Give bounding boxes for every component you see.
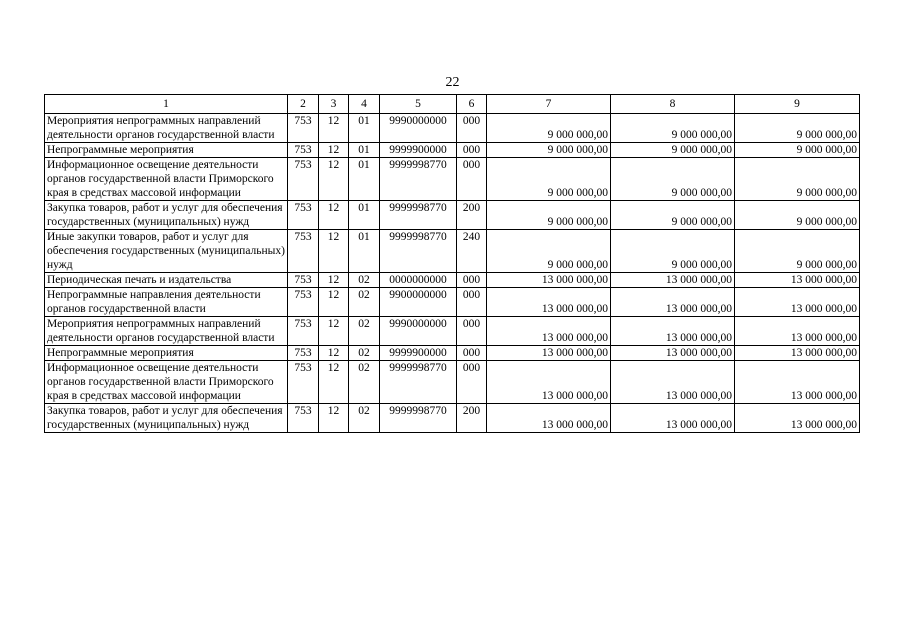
row-amount-cell: 13 000 000,00 — [611, 346, 735, 361]
row-expense-type-cell: 000 — [457, 158, 487, 201]
row-section-cell: 12 — [319, 201, 349, 230]
row-expense-type-cell: 000 — [457, 114, 487, 143]
row-code-cell: 753 — [288, 158, 319, 201]
row-code-cell: 753 — [288, 361, 319, 404]
row-expense-type-cell: 000 — [457, 288, 487, 317]
row-expense-type-cell: 000 — [457, 361, 487, 404]
row-target-article-cell: 9999900000 — [380, 346, 457, 361]
row-section-cell: 12 — [319, 361, 349, 404]
row-amount-cell: 13 000 000,00 — [611, 288, 735, 317]
row-expense-type-cell: 240 — [457, 230, 487, 273]
row-code-cell: 753 — [288, 114, 319, 143]
column-header: 1 — [45, 95, 288, 114]
row-section-cell: 12 — [319, 158, 349, 201]
column-header: 7 — [487, 95, 611, 114]
row-amount-cell: 13 000 000,00 — [735, 288, 860, 317]
table-row — [45, 230, 860, 273]
row-subsection-cell: 01 — [349, 114, 380, 143]
row-amount-cell: 13 000 000,00 — [487, 317, 611, 346]
page-number: 22 — [445, 75, 460, 90]
column-header: 3 — [319, 95, 349, 114]
row-name-cell: Мероприятия непрограммных направлений деятельности органов государственной власти — [45, 317, 288, 346]
table-row — [45, 317, 860, 346]
row-code-cell: 753 — [288, 404, 319, 433]
row-amount-cell: 9 000 000,00 — [735, 143, 860, 158]
row-amount-cell: 9 000 000,00 — [611, 114, 735, 143]
row-name-cell: Непрограммные направления деятельности органов государственной власти — [45, 288, 288, 317]
row-subsection-cell: 01 — [349, 158, 380, 201]
row-code-cell: 753 — [288, 230, 319, 273]
table-row — [45, 158, 860, 201]
row-target-article-cell: 9999998770 — [380, 201, 457, 230]
row-amount-cell: 9 000 000,00 — [611, 201, 735, 230]
table-row — [45, 114, 860, 143]
row-name-cell: Периодическая печать и издательства — [45, 273, 288, 288]
column-header: 4 — [349, 95, 380, 114]
table-body — [45, 114, 860, 433]
row-name-cell: Непрограммные мероприятия — [45, 346, 288, 361]
row-amount-cell: 13 000 000,00 — [487, 273, 611, 288]
row-target-article-cell: 9999900000 — [380, 143, 457, 158]
row-subsection-cell: 01 — [349, 230, 380, 273]
row-code-cell: 753 — [288, 143, 319, 158]
row-section-cell: 12 — [319, 143, 349, 158]
row-section-cell: 12 — [319, 404, 349, 433]
row-amount-cell: 13 000 000,00 — [735, 361, 860, 404]
row-name-cell: Закупка товаров, работ и услуг для обеспечения государственных (муниципальных) нужд — [45, 201, 288, 230]
column-header: 2 — [288, 95, 319, 114]
row-section-cell: 12 — [319, 317, 349, 346]
row-expense-type-cell: 000 — [457, 273, 487, 288]
row-amount-cell: 13 000 000,00 — [487, 404, 611, 433]
row-name-cell: Иные закупки товаров, работ и услуг для обеспечения государственных (муниципальных) нужд — [45, 230, 288, 273]
table-row — [45, 346, 860, 361]
row-amount-cell: 13 000 000,00 — [735, 273, 860, 288]
row-target-article-cell: 9900000000 — [380, 288, 457, 317]
row-name-cell: Закупка товаров, работ и услуг для обеспечения государственных (муниципальных) нужд — [45, 404, 288, 433]
row-target-article-cell: 9990000000 — [380, 317, 457, 346]
column-header: 9 — [735, 95, 860, 114]
row-code-cell: 753 — [288, 201, 319, 230]
row-subsection-cell: 01 — [349, 201, 380, 230]
row-subsection-cell: 02 — [349, 288, 380, 317]
row-amount-cell: 13 000 000,00 — [611, 273, 735, 288]
row-amount-cell: 13 000 000,00 — [487, 361, 611, 404]
row-section-cell: 12 — [319, 346, 349, 361]
row-target-article-cell: 0000000000 — [380, 273, 457, 288]
row-amount-cell: 13 000 000,00 — [735, 346, 860, 361]
row-expense-type-cell: 000 — [457, 317, 487, 346]
row-amount-cell: 9 000 000,00 — [735, 230, 860, 273]
row-expense-type-cell: 200 — [457, 201, 487, 230]
table-row — [45, 273, 860, 288]
table-row — [45, 288, 860, 317]
row-name-cell: Информационное освещение деятельности органов государственной власти Приморского края в средствах массовой информации — [45, 158, 288, 201]
row-amount-cell: 13 000 000,00 — [735, 317, 860, 346]
row-amount-cell: 13 000 000,00 — [611, 404, 735, 433]
header-row — [45, 95, 860, 114]
row-amount-cell: 13 000 000,00 — [611, 361, 735, 404]
row-expense-type-cell: 000 — [457, 143, 487, 158]
column-header: 6 — [457, 95, 487, 114]
row-amount-cell: 9 000 000,00 — [487, 143, 611, 158]
row-amount-cell: 13 000 000,00 — [611, 317, 735, 346]
row-amount-cell: 13 000 000,00 — [487, 288, 611, 317]
row-amount-cell: 9 000 000,00 — [611, 158, 735, 201]
row-amount-cell: 9 000 000,00 — [487, 230, 611, 273]
row-target-article-cell: 9999998770 — [380, 158, 457, 201]
row-expense-type-cell: 000 — [457, 346, 487, 361]
column-header: 8 — [611, 95, 735, 114]
table-row — [45, 361, 860, 404]
row-amount-cell: 9 000 000,00 — [735, 158, 860, 201]
row-amount-cell: 9 000 000,00 — [487, 201, 611, 230]
row-amount-cell: 13 000 000,00 — [487, 346, 611, 361]
table-row — [45, 404, 860, 433]
row-code-cell: 753 — [288, 317, 319, 346]
row-subsection-cell: 02 — [349, 361, 380, 404]
row-amount-cell: 9 000 000,00 — [735, 201, 860, 230]
row-amount-cell: 9 000 000,00 — [611, 230, 735, 273]
row-name-cell: Мероприятия непрограммных направлений деятельности органов государственной власти — [45, 114, 288, 143]
row-section-cell: 12 — [319, 288, 349, 317]
row-subsection-cell: 02 — [349, 346, 380, 361]
row-target-article-cell: 9999998770 — [380, 230, 457, 273]
row-code-cell: 753 — [288, 273, 319, 288]
row-subsection-cell: 01 — [349, 143, 380, 158]
row-target-article-cell: 9990000000 — [380, 114, 457, 143]
table-row — [45, 143, 860, 158]
row-subsection-cell: 02 — [349, 273, 380, 288]
row-section-cell: 12 — [319, 273, 349, 288]
row-amount-cell: 9 000 000,00 — [487, 158, 611, 201]
row-amount-cell: 9 000 000,00 — [735, 114, 860, 143]
row-section-cell: 12 — [319, 230, 349, 273]
row-target-article-cell: 9999998770 — [380, 361, 457, 404]
table-row — [45, 201, 860, 230]
column-header: 5 — [380, 95, 457, 114]
row-name-cell: Непрограммные мероприятия — [45, 143, 288, 158]
row-name-cell: Информационное освещение деятельности органов государственной власти Приморского края в средствах массовой информации — [45, 361, 288, 404]
row-amount-cell: 9 000 000,00 — [611, 143, 735, 158]
row-subsection-cell: 02 — [349, 317, 380, 346]
row-subsection-cell: 02 — [349, 404, 380, 433]
row-target-article-cell: 9999998770 — [380, 404, 457, 433]
row-amount-cell: 9 000 000,00 — [487, 114, 611, 143]
budget-table — [44, 94, 860, 433]
row-expense-type-cell: 200 — [457, 404, 487, 433]
row-code-cell: 753 — [288, 288, 319, 317]
row-amount-cell: 13 000 000,00 — [735, 404, 860, 433]
row-code-cell: 753 — [288, 346, 319, 361]
row-section-cell: 12 — [319, 114, 349, 143]
